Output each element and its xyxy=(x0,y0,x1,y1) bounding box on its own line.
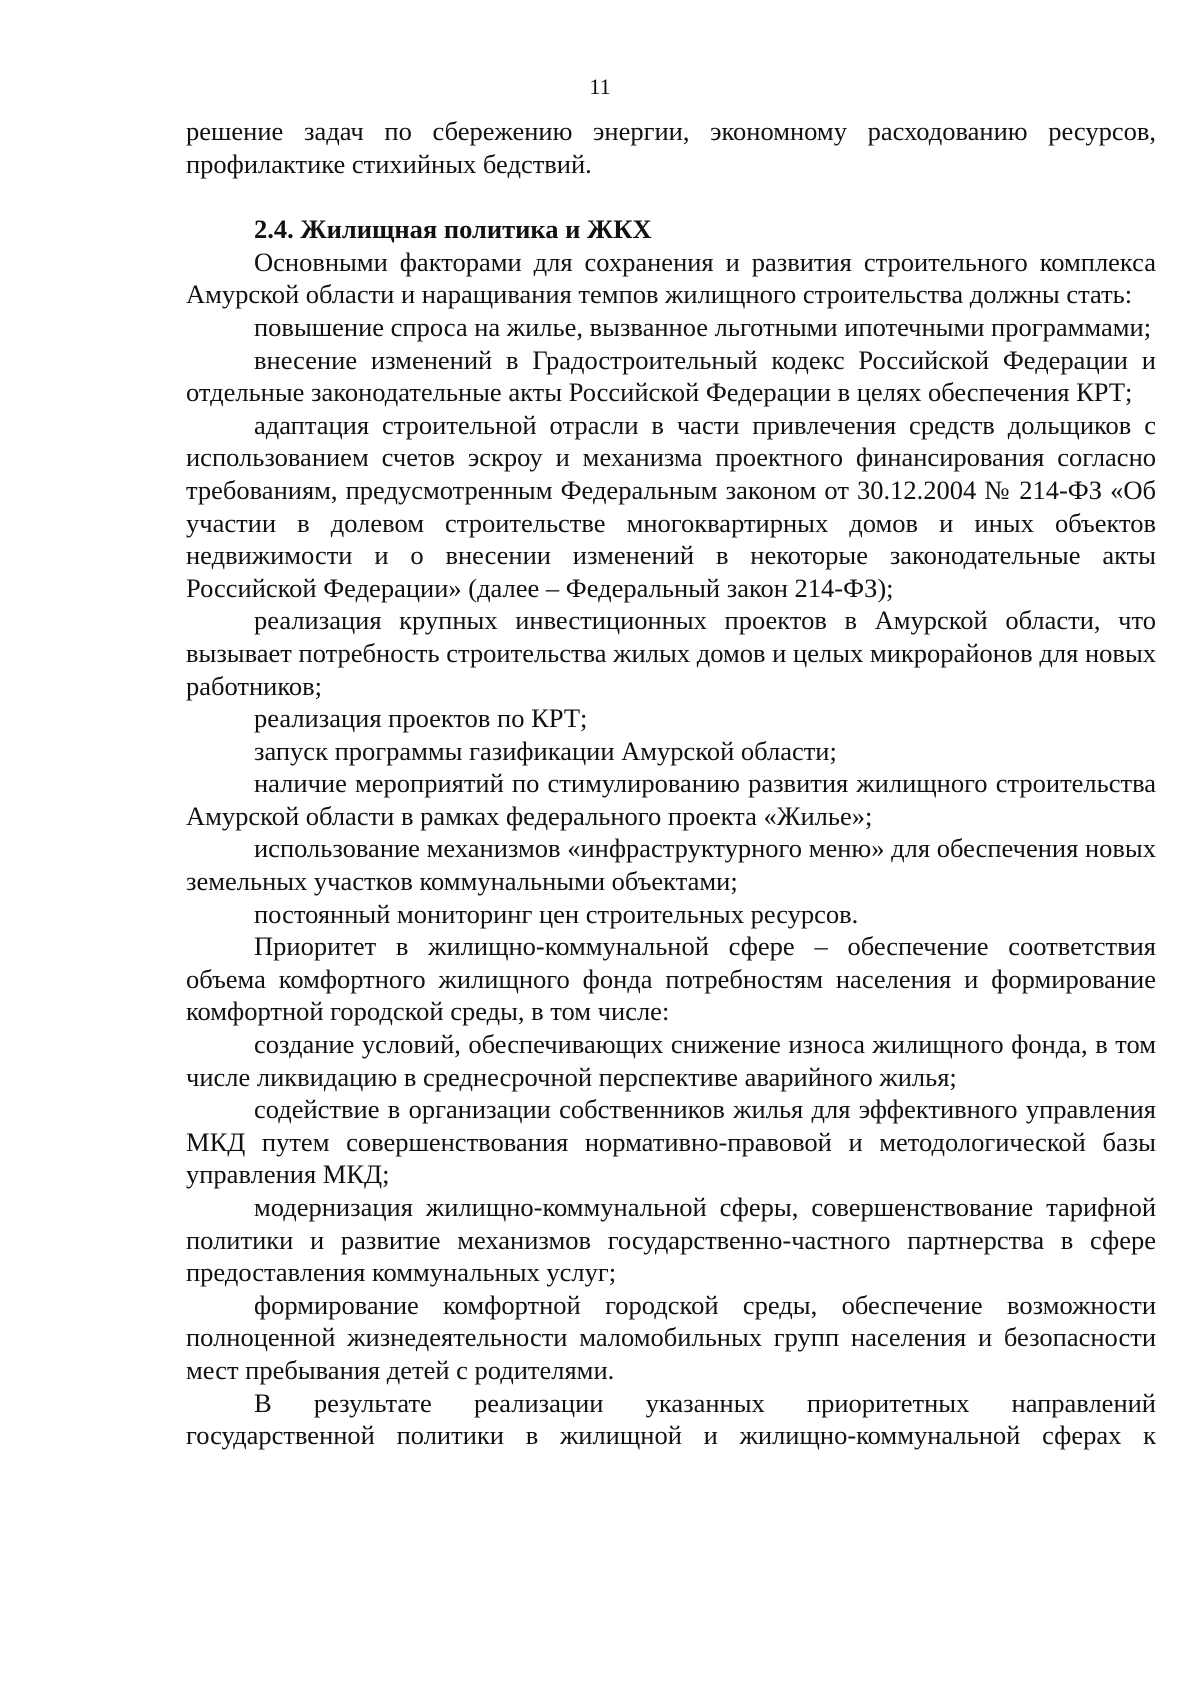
list-item: использование механизмов «инфраструктурного меню» для обеспечения новых земельных участков коммунальными объектами; xyxy=(186,833,1156,897)
list-item: реализация проектов по КРТ; xyxy=(254,703,588,734)
list-item: создание условий, обеспечивающих снижение износа жилищного фонда, в том числе ликвидацию в среднесрочной перспективе аварийного жилья; xyxy=(186,1029,1156,1092)
paragraph: Основными факторами для сохранения и развития строительного комплекса Амурской области и наращивания темпов жилищного строительства должны стать: xyxy=(186,246,1156,310)
paragraph: В результате реализации указанных приоритетных направлений государственной политики в жилищной и жилищно-коммунальной сферах к xyxy=(186,1387,1156,1451)
intro-continuation: решение задач по сбережению энергии, экономному расходованию ресурсов, профилактике стихийных бедствий. xyxy=(186,116,1156,179)
list-item: постоянный мониторинг цен строительных ресурсов. xyxy=(254,898,859,929)
list-item: внесение изменений в Градостроительный кодекс Российской Федерации и отдельные законодательные акты Российской Федерации в целях обеспечения КРТ; xyxy=(186,344,1156,408)
list-item: содействие в организации собственников жилья для эффективного управления МКД путем совершенствования нормативно-правовой и методологической базы управления МКД; xyxy=(186,1094,1156,1190)
list-item: наличие мероприятий по стимулированию развития жилищного строительства Амурской области в рамках федерального проекта «Жилье»; xyxy=(186,768,1156,831)
list-item: реализация крупных инвестиционных проектов в Амурской области, что вызывает потребность строительства жилых домов и целых микрорайонов для новых работников; xyxy=(186,605,1156,701)
paragraph: Приоритет в жилищно-коммунальной сфере – обеспечение соответствия объема комфортного жилищного фонда потребностям населения и формирование комфортной городской среды, в том числе: xyxy=(186,931,1156,1027)
list-item: повышение спроса на жилье, вызванное льготными ипотечными программами; xyxy=(254,311,1152,342)
list-item: модернизация жилищно-коммунальной сферы, совершенствование тарифной политики и развитие механизмов государственно-частного партнерства в сфере предоставления коммунальных услуг; xyxy=(186,1192,1156,1288)
section-heading: 2.4. Жилищная политика и ЖКХ xyxy=(254,214,652,245)
list-item: формирование комфортной городской среды, обеспечение возможности полноценной жизнедеятельности маломобильных групп населения и безопасности мест пребывания детей с родителями. xyxy=(186,1289,1156,1385)
document-body xyxy=(186,115,1156,1452)
list-item: адаптация строительной отрасли в части привлечения средств дольщиков с использованием счетов эскроу и механизма проектного финансирования согласно требованиям, предусмотренным Федеральным законом от 30.12.2004 № 214-ФЗ «Об участии в долевом строительстве многоквартирных домов и иных объектов недвижимости и о внесении изменений в некоторые законодательные акты Российской Федерации» (далее – Федеральный закон 214-ФЗ); xyxy=(186,409,1156,603)
list-item: запуск программы газификации Амурской области; xyxy=(254,735,837,766)
page-number: 11 xyxy=(589,74,611,99)
